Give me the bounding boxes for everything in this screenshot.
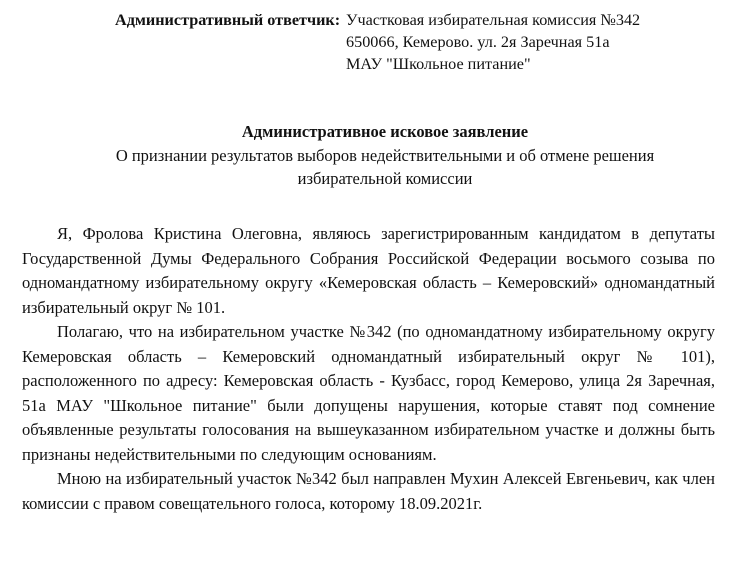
document-body bbox=[22, 222, 715, 516]
paragraph-candidate: Я, Фролова Кристина Олеговна, являюсь зарегистрированным кандидатом в депутаты Государственной Думы Федерального Собрания Российской Федерации восьмого созыва по одномандатному избирательному округу «Кемеровская область – Кемеровский» одномандатный избирательный округ № 101. bbox=[22, 224, 715, 317]
document-subtitle-line-1: О признании результатов выборов недействительными и об отмене решения bbox=[115, 145, 655, 165]
respondent-address: 650066, Кемерово. ул. 2я Заречная 51а bbox=[346, 33, 610, 51]
paragraph-observer: Мною на избирательный участок №342 был направлен Мухин Алексей Евгеньевич, как член комиссии с правом совещательного голоса, которому 18.09.2021г. bbox=[22, 469, 715, 513]
document-heading bbox=[0, 120, 753, 191]
respondent-location: МАУ "Школьное питание" bbox=[346, 55, 531, 73]
document-subtitle-line-2: избирательной комиссии bbox=[297, 169, 473, 188]
respondent-label: Административный ответчик: bbox=[115, 11, 341, 29]
paragraph-violations: Полагаю, что на избирательном участке №342 (по одномандатному избирательному округу Кемеровская область – Кемеровский одномандатный избирательный округ № 101), расположенного по адресу: Кемеровская область - Кузбасс, город Кемерово, улица 2я Заречная, 51а МАУ "Школьное питание" были допущены нарушения, которые ставят под сомнение объявленные результаты голосования на вышеуказанном избирательном участке и должны быть признаны недействительными по следующим основаниям. bbox=[22, 322, 715, 464]
respondent-details bbox=[346, 9, 640, 75]
document-title: Административное исковое заявление bbox=[241, 122, 529, 141]
respondent-commission: Участковая избирательная комиссия №342 bbox=[346, 11, 641, 29]
